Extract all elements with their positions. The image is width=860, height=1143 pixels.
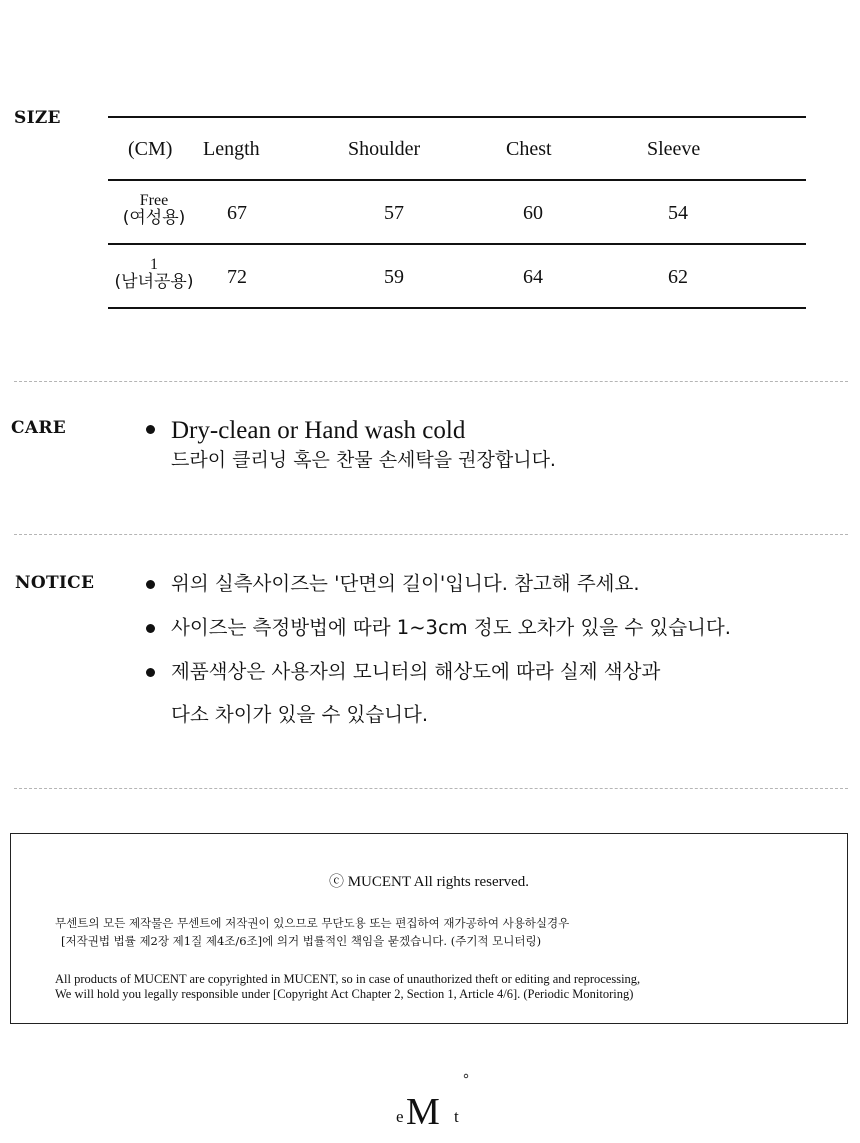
row-label-note: (남녀공용)	[114, 272, 194, 292]
brand-logo	[396, 1072, 470, 1132]
section-divider	[14, 381, 848, 382]
cell-chest: 60	[523, 202, 543, 224]
bullet-dot	[146, 624, 155, 633]
notice-item	[143, 570, 731, 614]
table-bottom-rule	[108, 307, 806, 309]
copyright-english-line: All products of MUCENT are copyrighted in MUCENT, so in case of unauthorized theft or editing and reprocessing,	[55, 972, 641, 986]
bullet-dot	[146, 425, 155, 434]
notice-text: 위의 실측사이즈는 '단면의 길이'입니다. 참고해 주세요.	[171, 572, 640, 595]
care-english-text: Dry-clean or Hand wash cold	[171, 417, 466, 444]
size-section-label: SIZE	[14, 108, 61, 128]
header-chest: Chest	[506, 138, 552, 160]
notice-text: 사이즈는 측정방법에 따라 1~3cm 정도 오차가 있을 수 있습니다.	[171, 616, 731, 639]
header-sleeve: Sleeve	[647, 138, 701, 160]
cell-length: 67	[227, 202, 247, 224]
row-label-free	[106, 192, 202, 228]
cell-sleeve: 62	[668, 266, 688, 288]
mucent-monogram-icon	[396, 1072, 470, 1132]
table-top-rule	[108, 116, 806, 118]
notice-section-label: NOTICE	[15, 573, 95, 593]
cell-shoulder: 57	[384, 202, 404, 224]
header-shoulder: Shoulder	[348, 138, 421, 160]
notice-item	[143, 614, 731, 658]
copyright-korean-line: 무센트의 모든 제작물은 무센트에 저작권이 있으므로 무단도용 또는 편집하여 재가공하여 사용하실경우	[55, 916, 570, 930]
copyright-english	[55, 972, 640, 1002]
svg-text:t: t	[454, 1107, 459, 1126]
care-item	[143, 416, 556, 474]
copyright-box	[10, 833, 848, 1024]
header-unit: (CM)	[128, 138, 173, 160]
svg-text:M: M	[406, 1091, 440, 1132]
row-label-unisex	[106, 256, 202, 292]
notice-text-continued: 다소 차이가 있을 수 있습니다.	[171, 703, 429, 726]
table-header-rule	[108, 179, 806, 181]
care-section-label: CARE	[11, 418, 67, 438]
cell-length: 72	[227, 266, 247, 288]
cell-shoulder: 59	[384, 266, 404, 288]
section-divider	[14, 788, 848, 789]
row-label-size: Free	[139, 192, 169, 209]
care-korean-text: 드라이 클리닝 혹은 찬물 손세탁을 권장합니다.	[171, 449, 556, 471]
table-row-rule	[108, 243, 806, 245]
cell-chest: 64	[523, 266, 543, 288]
row-label-note: (여성용)	[122, 208, 186, 228]
notice-list	[143, 570, 731, 729]
copyright-english-line: We will hold you legally responsible under [Copyright Act Chapter 2, Section 1, Article 4/6]. (Periodic Monitoring)	[55, 987, 634, 1001]
cell-sleeve: 54	[668, 202, 688, 224]
header-length: Length	[203, 138, 260, 160]
bullet-dot	[146, 668, 155, 677]
care-list	[143, 416, 556, 474]
copyright-korean	[55, 914, 569, 950]
copyright-korean-line: [저작권법 법률 제2장 제1질 제4조/6조]에 의거 법률적인 책임을 묻겠습니다. (주기적 모니터링)	[61, 934, 542, 948]
copyright-title: ⓒ MUCENT All rights reserved.	[328, 874, 530, 890]
notice-text: 제품색상은 사용자의 모니터의 해상도에 따라 실제 색상과	[171, 660, 661, 683]
notice-item	[143, 658, 731, 729]
bullet-dot	[146, 580, 155, 589]
svg-text:e: e	[396, 1107, 404, 1126]
row-label-size: 1	[150, 256, 158, 273]
section-divider	[14, 534, 848, 535]
